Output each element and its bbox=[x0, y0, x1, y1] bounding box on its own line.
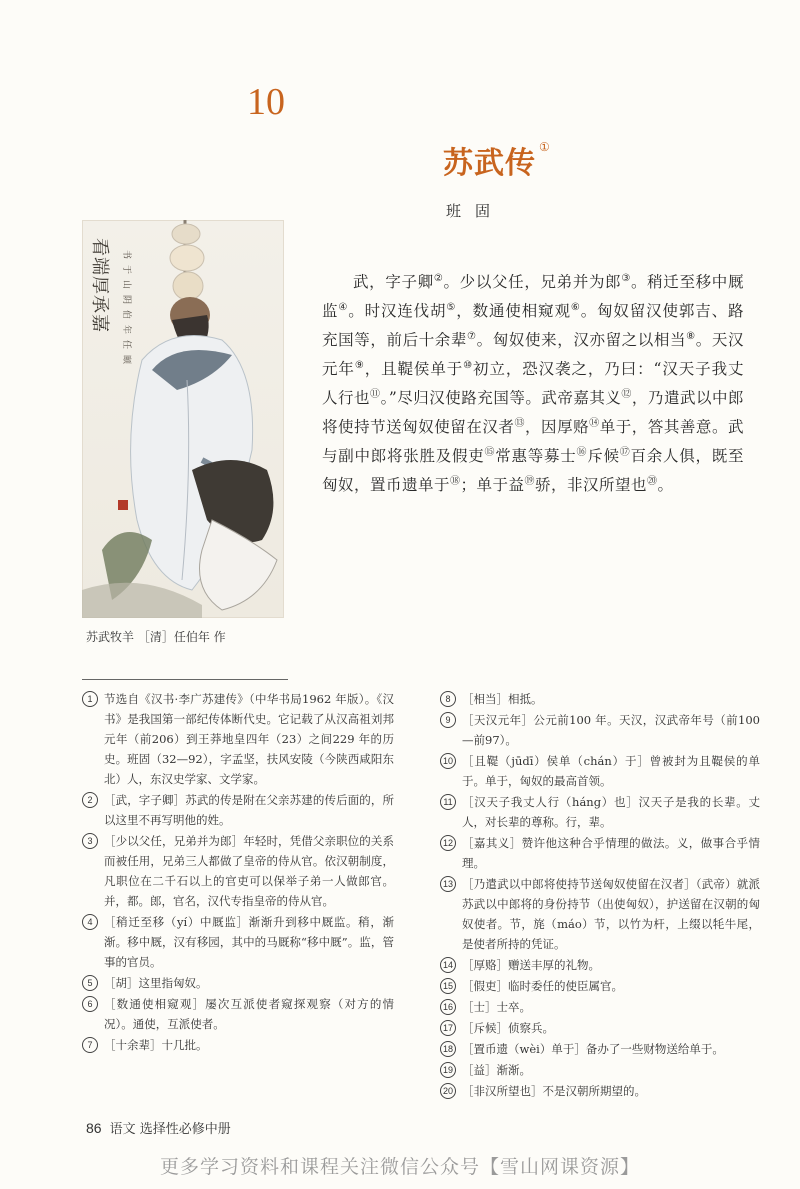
footnote-number: 16 bbox=[440, 999, 456, 1015]
footnote-ref: ④ bbox=[338, 301, 349, 313]
passage-text: 。天汉元年 bbox=[322, 331, 744, 378]
footnote-item bbox=[440, 976, 760, 996]
passage-text: 。稍迁至移中厩监 bbox=[322, 273, 744, 320]
footnote-number: 20 bbox=[440, 1083, 456, 1099]
footnote-ref: ⑱ bbox=[450, 475, 461, 487]
footnote-text: ［相当］相抵。 bbox=[462, 692, 543, 706]
footnote-item bbox=[440, 710, 760, 750]
passage-text: 。匈奴留汉使郭吉、路充国等，前后十余辈 bbox=[322, 302, 744, 349]
footnote-ref: ⑭ bbox=[589, 417, 600, 429]
passage-text: 。 bbox=[657, 476, 674, 494]
footnote-item bbox=[82, 1035, 394, 1055]
passage-text: 。时汉连伐胡 bbox=[348, 302, 447, 320]
footnote-number: 3 bbox=[82, 833, 98, 849]
page-title bbox=[443, 138, 551, 182]
inscription-b: 书于山阴伯年任颐 bbox=[121, 250, 131, 371]
seal-stamp bbox=[118, 500, 128, 510]
footnote-number: 6 bbox=[82, 996, 98, 1012]
footnote-item bbox=[82, 831, 394, 911]
footnote-item bbox=[440, 833, 760, 873]
footnote-item bbox=[440, 874, 760, 954]
passage-text: 单于，答其善意。武与副中郎将张胜及假吏 bbox=[322, 418, 744, 465]
footnote-text: ［置币遗（wèi）单于］备办了一些财物送给单于。 bbox=[462, 1042, 724, 1056]
footnote-text: ［数通使相窥观］屡次互派使者窥探观察（对方的情况）。通使，互派使者。 bbox=[104, 997, 394, 1031]
footnote-text: ［稍迁至移（yí）中厩监］渐渐升到移中厩监。稍，渐渐。移中厩，汉有移园，其中的马厩称“移中厩”。监，管事的官员。 bbox=[104, 915, 394, 969]
passage-text: ，因厚赂 bbox=[525, 418, 590, 436]
passage-text: ，且鞮侯单于 bbox=[364, 360, 464, 378]
painting-inscription bbox=[89, 238, 133, 510]
footnote-text: ［厚赂］赠送丰厚的礼物。 bbox=[462, 958, 600, 972]
footnote-ref: ③ bbox=[621, 272, 631, 284]
footnote-text: ［斥候］侦察兵。 bbox=[462, 1021, 554, 1035]
footnote-item bbox=[440, 997, 760, 1017]
footnote-ref: ⑨ bbox=[354, 359, 365, 371]
passage-text: 。少以父任，兄弟并为郎 bbox=[443, 273, 622, 291]
footnote-item bbox=[82, 994, 394, 1034]
footnote-item bbox=[82, 973, 394, 993]
footnote-item bbox=[440, 689, 760, 709]
footnote-item bbox=[82, 912, 394, 972]
footnote-number: 2 bbox=[82, 792, 98, 808]
passage-text: 百余人俱，既至匈奴，置币遗单于 bbox=[322, 447, 744, 494]
footnote-item bbox=[82, 790, 394, 830]
title-footnote-ref: ① bbox=[539, 140, 551, 154]
footnote-number: 18 bbox=[440, 1041, 456, 1057]
main-passage bbox=[322, 268, 744, 500]
footnote-ref: ⑥ bbox=[570, 301, 581, 313]
footnote-ref: ⑦ bbox=[467, 330, 477, 342]
footnote-divider bbox=[82, 679, 288, 680]
footnote-number: 11 bbox=[440, 794, 456, 810]
footnote-text: ［非汉所望也］不是汉朝所期望的。 bbox=[462, 1084, 646, 1098]
footnote-ref: ⑧ bbox=[686, 330, 696, 342]
footnote-number: 17 bbox=[440, 1020, 456, 1036]
footnote-ref: ⑩ bbox=[463, 359, 474, 371]
title-text: 苏武传 bbox=[443, 146, 536, 181]
footnote-item bbox=[82, 689, 394, 789]
footnote-item bbox=[440, 1081, 760, 1101]
footnote-text: ［士］士卒。 bbox=[462, 1000, 531, 1014]
footnote-ref: ⑮ bbox=[484, 446, 496, 458]
footnote-item bbox=[440, 1018, 760, 1038]
footnotes-right-column bbox=[440, 689, 760, 1102]
footnote-text: ［胡］这里指匈奴。 bbox=[104, 976, 208, 990]
footnotes-left-column bbox=[82, 689, 394, 1056]
footnote-item bbox=[440, 1060, 760, 1080]
painting-image bbox=[82, 220, 284, 618]
footnote-text: ［益］渐渐。 bbox=[462, 1063, 531, 1077]
page-number: 86 bbox=[86, 1120, 102, 1136]
passage-text: 常惠等募士 bbox=[495, 447, 577, 465]
passage-text: ，数通使相窥观 bbox=[456, 302, 571, 320]
footnote-item bbox=[440, 751, 760, 791]
footnote-text: ［天汉元年］公元前100 年。天汉，汉武帝年号（前100—前97）。 bbox=[462, 713, 760, 747]
passage-text: 武，字子卿 bbox=[353, 273, 434, 291]
footnote-number: 8 bbox=[440, 691, 456, 707]
passage-text: 斥候 bbox=[587, 447, 620, 465]
footnote-number: 4 bbox=[82, 914, 98, 930]
footnote-number: 12 bbox=[440, 835, 456, 851]
footnote-number: 14 bbox=[440, 957, 456, 973]
footnote-ref: ⑫ bbox=[621, 388, 632, 400]
footnote-text: ［汉天子我丈人行（háng）也］汉天子是我的长辈。丈人，对长辈的尊称。行，辈。 bbox=[462, 795, 760, 829]
passage-text: ；单于益 bbox=[460, 476, 525, 494]
painting-illustration bbox=[82, 220, 284, 618]
author: 班固 bbox=[445, 202, 504, 220]
footnote-ref: ⑲ bbox=[524, 475, 536, 487]
footnote-item bbox=[440, 1039, 760, 1059]
footnote-number: 15 bbox=[440, 978, 456, 994]
footnote-number: 10 bbox=[440, 753, 456, 769]
footnote-ref: ⑬ bbox=[514, 417, 525, 429]
footnote-ref: ⑯ bbox=[576, 446, 588, 458]
passage-text: ，乃遣武以中郎将使持节送匈奴使留在汉者 bbox=[322, 389, 744, 436]
footnote-text: ［十余辈］十几批。 bbox=[104, 1038, 208, 1052]
footnote-ref: ② bbox=[433, 272, 444, 284]
footnote-number: 19 bbox=[440, 1062, 456, 1078]
footnote-number: 5 bbox=[82, 975, 98, 991]
footnote-ref: ⑤ bbox=[446, 301, 457, 313]
footnote-text: 节选自《汉书·李广苏建传》（中华书局1962 年版）。《汉书》是我国第一部纪传体断代史。它记载了从汉高祖刘邦元年（前206）到王莽地皇四年（23）之间229 年的历史。班固（32—92），字孟坚，扶风安陵（今陕西咸阳东北）人，东汉史学家、文学家。 bbox=[104, 692, 394, 786]
page-footer bbox=[86, 1118, 231, 1137]
footnote-text: ［且鞮（jūdī）侯单（chán）于］曾被封为且鞮侯的单于。单于，匈奴的最高首领。 bbox=[462, 754, 760, 788]
footnote-number: 7 bbox=[82, 1037, 98, 1053]
inscription-a: 看端厚承嘉 bbox=[89, 238, 110, 333]
footnote-text: ［武，字子卿］苏武的传是附在父亲苏建的传后面的，所以这里不再写明他的姓。 bbox=[104, 793, 394, 827]
painting-caption: 苏武牧羊 ［清］任伯年 作 bbox=[86, 630, 226, 644]
footnote-text: ［嘉其义］赞许他这种合乎情理的做法。义，做事合乎情理。 bbox=[462, 836, 760, 870]
footnote-ref: ⑰ bbox=[619, 446, 631, 458]
passage-text: 骄，非汉所望也 bbox=[535, 476, 648, 494]
footnote-number: 1 bbox=[82, 691, 98, 707]
footnote-number: 13 bbox=[440, 876, 456, 892]
book-name: 语文 选择性必修中册 bbox=[109, 1122, 231, 1137]
footnote-number: 9 bbox=[440, 712, 456, 728]
footnote-item bbox=[440, 792, 760, 832]
lesson-number: 10 bbox=[247, 81, 285, 123]
footnote-text: ［少以父任，兄弟并为郎］年轻时，凭借父亲职位的关系而被任用，兄弟三人都做了皇帝的侍从官。依汉朝制度，凡职位在二千石以上的官吏可以保举子弟一人做郎官。并，都。郎，官名，汉代专指皇帝的侍从官。 bbox=[104, 834, 394, 908]
footnote-ref: ⑳ bbox=[647, 475, 658, 487]
footnote-text: ［乃遣武以中郎将使持节送匈奴使留在汉者］（武帝）就派苏武以中郎将的身份持节（出使匈奴），护送留在汉朝的匈奴使者。节，旄（máo）节，以竹为杆，上缀以牦牛尾，是使者所持的凭证。 bbox=[462, 877, 760, 951]
passage-text: 。”尽归汉使路充国等。武帝嘉其义 bbox=[380, 389, 622, 407]
footnote-item bbox=[440, 955, 760, 975]
footnote-ref: ⑪ bbox=[370, 388, 381, 400]
passage-text: 初立，恐汉袭之，乃曰：“汉天子我丈人行也 bbox=[322, 360, 744, 407]
footnote-text: ［假吏］临时委任的使臣属官。 bbox=[462, 979, 623, 993]
watermark: 更多学习资料和课程关注微信公众号【雪山网课资源】 bbox=[159, 1156, 640, 1178]
passage-text: 。匈奴使来，汉亦留之以相当 bbox=[476, 331, 687, 349]
